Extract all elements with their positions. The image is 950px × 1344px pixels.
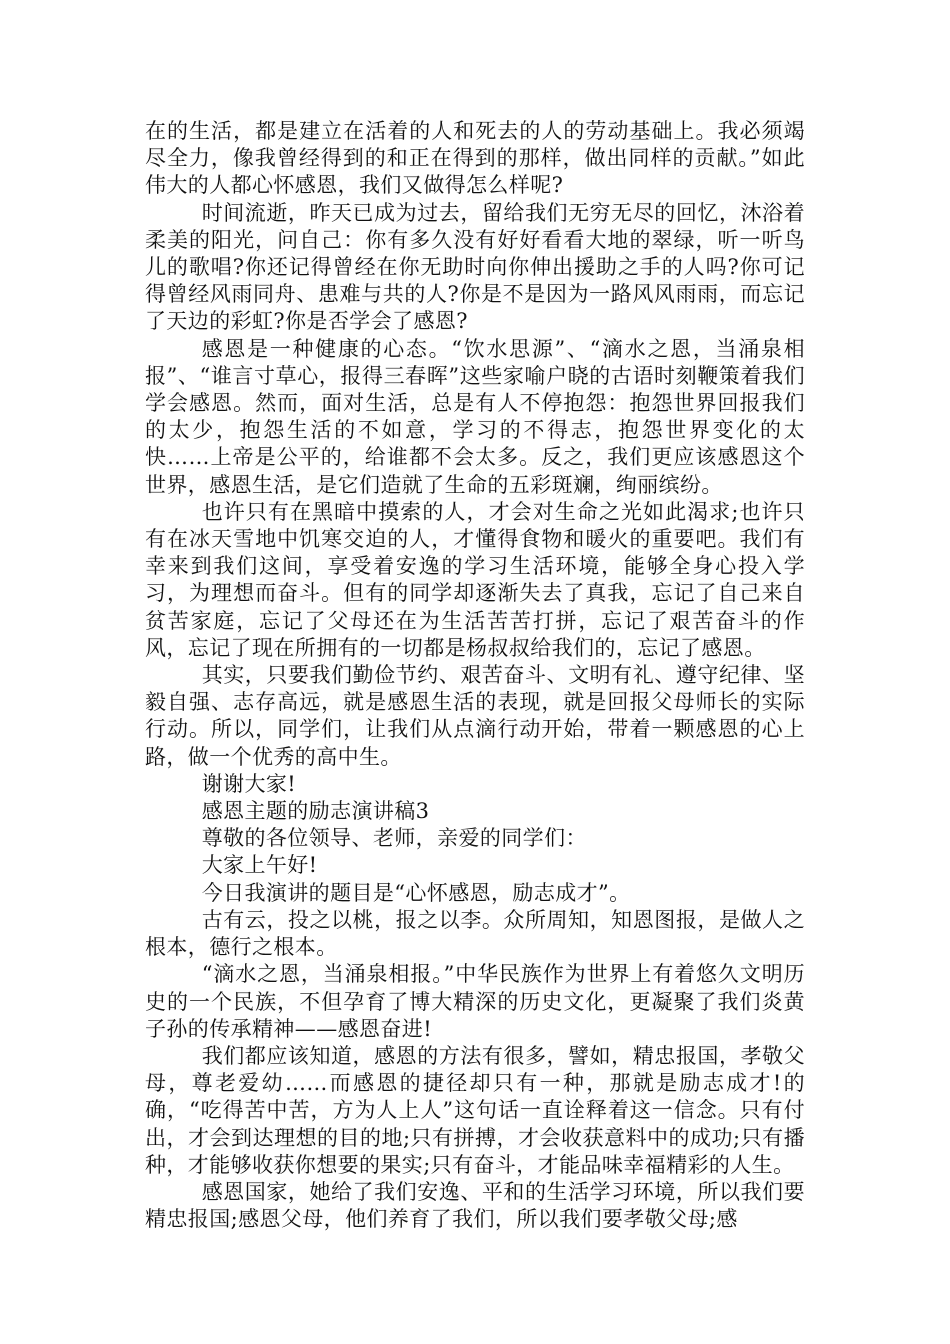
speech-title: 感恩主题的励志演讲稿3 (201, 799, 430, 824)
paragraph-methods: 我们都应该知道，感恩的方法有很多，譬如，精忠报国，孝敬父母，尊老爱幼……而感恩的捷径却只有一种，那就是励志成才!的确，“吃得苦中苦，方为人上人”这句话一直诠释着这一信念。只有付出，才会到达理想的目的地;只有拼搏，才会收获意料中的成功;只有播种，才能够收获你想要的果实;只有奋斗，才能品味幸福精彩的人生。 (145, 1043, 805, 1177)
paragraph-thanks: 谢谢大家! (201, 771, 297, 796)
paragraph-salutation: 尊敬的各位领导、老师，亲爱的同学们： (201, 826, 587, 851)
paragraph-water-drop: “滴水之恩，当涌泉相报。”中华民族作为世界上有着悠久文明历史的一个民族，不但孕育了博大精深的历史文化，更凝聚了我们炎黄子孙的传承精神——感恩奋进! (145, 962, 805, 1041)
paragraph-darkness: 也许只有在黑暗中摸索的人，才会对生命之光如此渴求;也许只有在冰天雪地中饥寒交迫的人，才懂得食物和暖火的重要吧。我们有幸来到我们这间，享受着安逸的学习生活环境，能够全身心投入学习，为理想而奋斗。但有的同学却逐渐失去了真我，忘记了自己来自贫苦家庭，忘记了父母还在为生活苦苦打拼，忘记了艰苦奋斗的作风，忘记了现在所拥有的一切都是杨叔叔给我们的，忘记了感恩。 (145, 499, 805, 660)
paragraph-topic: 今日我演讲的题目是“心怀感恩，励志成才”。 (201, 880, 631, 905)
paragraph-country: 感恩国家，她给了我们安逸、平和的生活学习环境，所以我们要精忠报国;感恩父母，他们养育了我们，所以我们要孝敬父母;感 (145, 1179, 805, 1232)
paragraph-greeting: 大家上午好! (201, 853, 318, 878)
document-page (145, 118, 805, 1233)
paragraph-ancient-saying: 古有云，投之以桃，报之以李。众所周知，知恩图报，是做人之根本，德行之根本。 (145, 907, 805, 960)
paragraph-gratitude-attitude: 感恩是一种健康的心态。“饮水思源”、“滴水之恩，当涌泉相报”、“谁言寸草心，报得三春晖”这些家喻户晓的古语时刻鞭策着我们学会感恩。然而，面对生活，总是有人不停抱怨：抱怨世界回报我们的太少，抱怨生活的不如意，学习的不得志，抱怨世界变化的太快……上帝是公平的，给谁都不会太多。反之，我们更应该感恩这个世界，感恩生活，是它们造就了生命的五彩斑斓，绚丽缤纷。 (145, 336, 805, 497)
paragraph-time-passing: 时间流逝，昨天已成为过去，留给我们无穷无尽的回忆，沐浴着柔美的阳光，问自己：你有多久没有好好看看大地的翠绿，听一听鸟儿的歌唱?你还记得曾经在你无助时向你伸出援助之手的人吗?你可记得曾经风雨同舟、患难与共的人?你是不是因为一路风风雨雨，而忘记了天边的彩虹?你是否学会了感恩? (145, 200, 805, 334)
paragraph-action: 其实，只要我们勤俭节约、艰苦奋斗、文明有礼、遵守纪律、坚毅自强、志存高远，就是感恩生活的表现，就是回报父母师长的实际行动。所以，同学们，让我们从点滴行动开始，带着一颗感恩的心上路，做一个优秀的高中生。 (145, 663, 805, 769)
paragraph-continued-quote: 在的生活，都是建立在活着的人和死去的人的劳动基础上。我必须竭尽全力，像我曾经得到的和正在得到的那样，做出同样的贡献。”如此伟大的人都心怀感恩，我们又做得怎么样呢? (145, 119, 805, 198)
